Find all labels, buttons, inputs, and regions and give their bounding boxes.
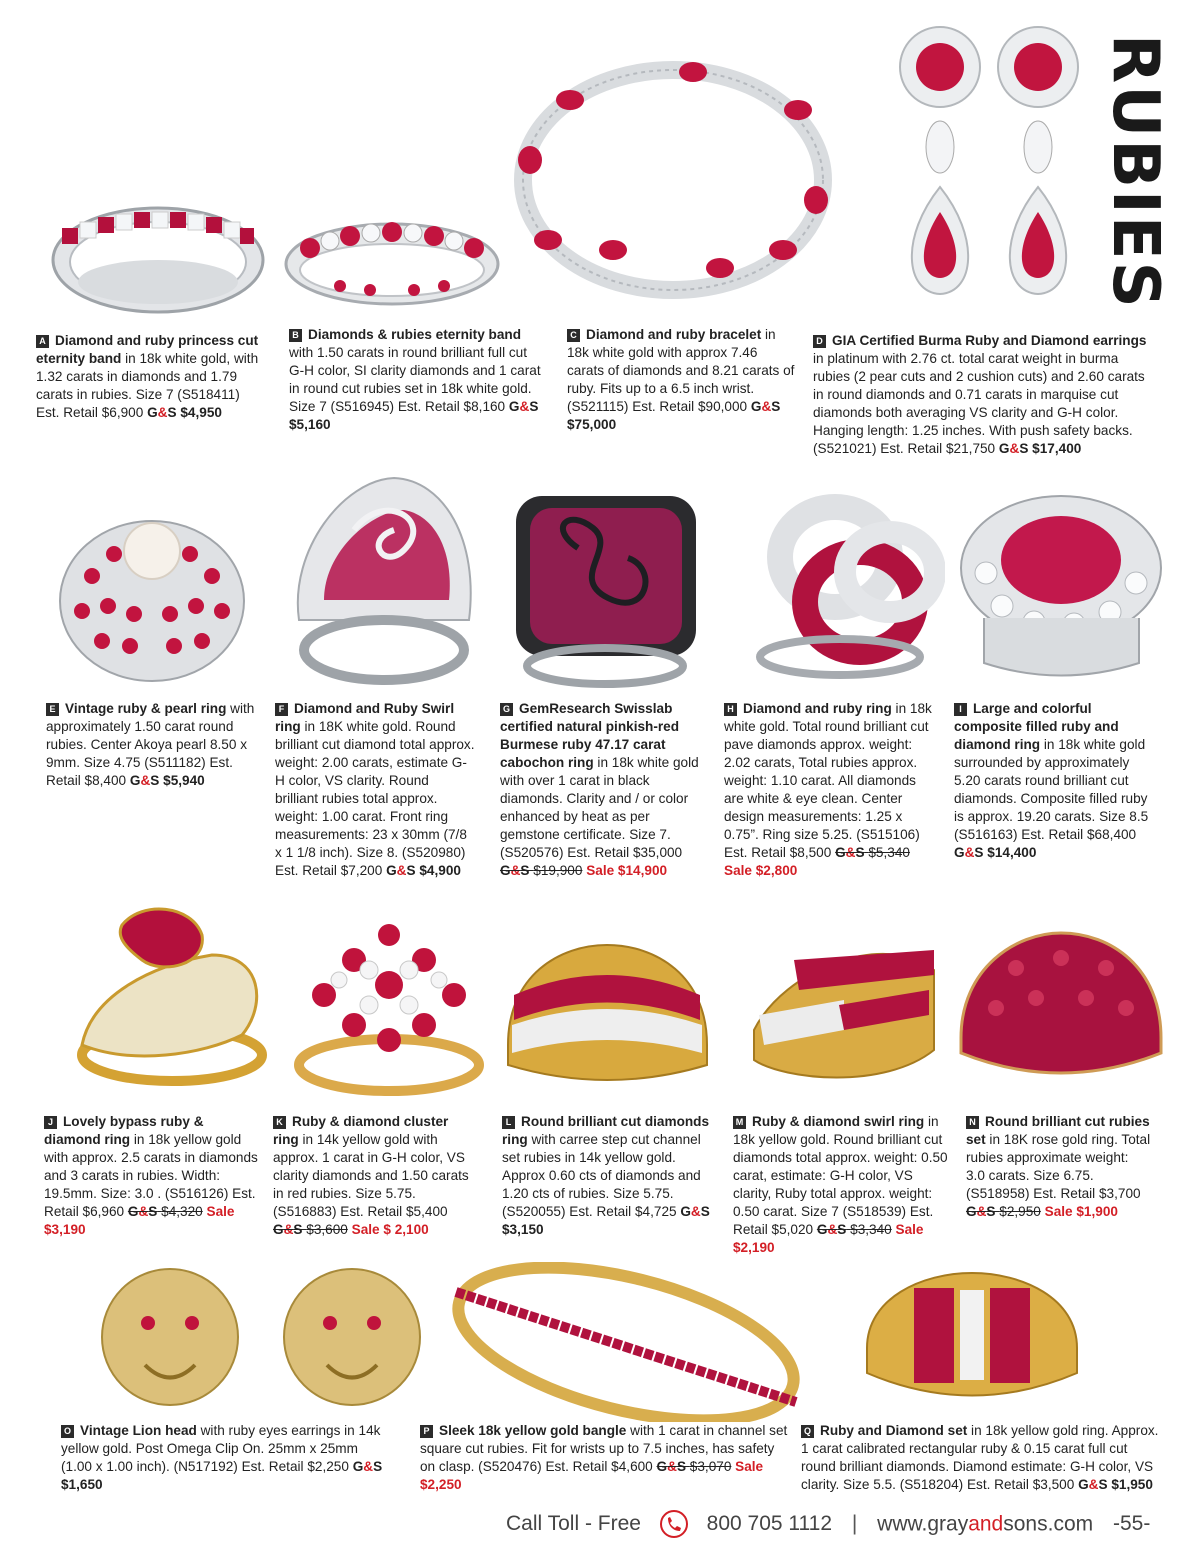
item-j-title: Lovely bypass ruby & diamond ring: [44, 1114, 204, 1147]
item-p-description: [420, 1422, 792, 1494]
item-p-gs-label: G&S: [656, 1459, 687, 1474]
item-e-price: $5,940: [163, 773, 205, 788]
item-a-title: Diamond and ruby princess cut eternity band: [36, 333, 259, 366]
item-k-title: Ruby & diamond cluster ring: [273, 1114, 449, 1147]
item-d-gs-label: G&S: [998, 441, 1029, 456]
item-a-description: [36, 332, 260, 422]
item-a-text: in 18k white gold, with 1.32 carats in diamonds and 1.79 carats in rubies. Size 7 (S518411) Est. Retail $6,900: [36, 351, 259, 420]
item-l-letter: L: [502, 1116, 515, 1129]
item-n-old-price: $2,950: [999, 1204, 1041, 1219]
footer-separator: |: [851, 1512, 858, 1535]
item-n-letter: N: [966, 1116, 979, 1129]
item-m-letter: M: [733, 1116, 746, 1129]
item-b-letter: B: [289, 329, 302, 342]
item-k-old-price: $3,600: [306, 1222, 348, 1237]
item-p-sale-price: Sale $2,250: [420, 1459, 764, 1492]
item-n-description: [966, 1113, 1151, 1221]
item-i-text: in 18k white gold surrounded by approximately 5.20 carats round brilliant cut diamonds. Composite filled ruby is approx. 19.20 carats. Size 8.5 (S516163) Est. Retail $68,400: [954, 737, 1149, 842]
item-h-old-price: $5,340: [868, 845, 910, 860]
item-e-letter: E: [46, 703, 59, 716]
item-d-price: $17,400: [1032, 441, 1082, 456]
phone-icon: [659, 1510, 689, 1538]
item-q-letter: Q: [801, 1425, 814, 1438]
item-b-description: [289, 326, 541, 434]
item-i-description: [954, 700, 1159, 862]
ring-j-image: [72, 895, 272, 1095]
item-q-title: Ruby and Diamond set: [820, 1423, 968, 1438]
item-f-description: [275, 700, 475, 880]
item-e-title: Vintage ruby & pearl ring: [65, 701, 227, 716]
item-p-letter: P: [420, 1425, 433, 1438]
page-number: -55-: [1112, 1512, 1151, 1535]
footer: [506, 1510, 1150, 1538]
ring-b-image: [280, 212, 505, 312]
call-toll-free-label: Call Toll - Free: [506, 1512, 641, 1535]
item-k-sale-price: Sale $ 2,100: [351, 1222, 429, 1237]
item-l-title: Round brilliant cut diamonds ring: [502, 1114, 710, 1147]
item-o-price: $1,650: [61, 1477, 103, 1492]
item-g-sale-price: Sale $14,900: [586, 863, 668, 878]
ring-a-image: [44, 190, 272, 320]
item-k-description: [273, 1113, 473, 1239]
item-m-title: Ruby & diamond swirl ring: [752, 1114, 925, 1129]
bracelet-c-image: [508, 50, 838, 310]
ring-m-image: [744, 930, 944, 1100]
item-l-price: $3,150: [502, 1222, 544, 1237]
item-e-description: [46, 700, 258, 790]
section-title: RUBIES: [1098, 34, 1172, 310]
item-o-letter: O: [61, 1425, 74, 1438]
item-b-title: Diamonds & rubies eternity band: [308, 327, 522, 342]
ring-i-image: [954, 488, 1169, 688]
item-f-price: $4,900: [419, 863, 461, 878]
item-i-title: Large and colorful composite filled ruby and diamond ring: [954, 701, 1119, 752]
ring-h-image: [740, 492, 945, 682]
item-d-description: [813, 332, 1153, 458]
item-q-text: in 18k yellow gold ring. Approx. 1 carat calibrated rectangular ruby & 0.15 carat full cut round brilliant diamonds. Diamond estimate: G-H color, VS clarity. Size 5.5. (S518204) Est. Retail $3,500: [801, 1423, 1159, 1492]
website-suffix: sons.com: [1003, 1512, 1094, 1536]
item-p-old-price: $3,070: [689, 1459, 732, 1474]
item-n-sale-price: Sale $1,900: [1044, 1204, 1118, 1219]
ring-l-image: [500, 935, 715, 1100]
item-e-gs-label: G&S: [129, 773, 160, 788]
item-k-gs-label: G&S: [273, 1222, 303, 1237]
item-k-text: in 14k yellow gold with approx. 1 carat in G-H color, VS clarity diamonds and 1.50 carats in red rubies. Size 5.75. (S516883) Est. Retail $5,400: [273, 1132, 469, 1219]
ring-k-image: [284, 905, 494, 1100]
item-g-description: [500, 700, 705, 880]
item-j-old-price: $4,320: [161, 1204, 203, 1219]
ring-g-image: [508, 488, 703, 688]
item-o-description: [61, 1422, 391, 1494]
item-q-gs-label: G&S: [1078, 1477, 1108, 1492]
item-f-letter: F: [275, 703, 288, 716]
item-e-text: with approximately 1.50 carat round rubies. Center Akoya pearl 8.50 x 9mm. Size 4.75 (S511182) Est. Retail $8,400: [46, 701, 255, 788]
earrings-d-image: [895, 22, 1085, 307]
item-h-gs-label: G&S: [835, 845, 865, 860]
item-k-letter: K: [273, 1116, 286, 1129]
item-c-gs-label: G&S: [750, 399, 781, 414]
item-g-old-price: $19,900: [533, 863, 583, 878]
item-c-letter: C: [567, 329, 580, 342]
item-l-text: with carree step cut channel set rubies in 14k yellow gold. Approx 0.60 cts of diamonds and 1.20 cts of rubies. Size 5.75. (S520055) Est. Retail $4,725: [502, 1132, 701, 1219]
item-n-gs-label: G&S: [966, 1204, 996, 1219]
item-q-price: $1,950: [1111, 1477, 1153, 1492]
item-j-description: [44, 1113, 259, 1239]
item-m-sale-price: Sale $2,190: [733, 1222, 924, 1255]
item-m-description: [733, 1113, 948, 1257]
item-a-price: $4,950: [180, 405, 222, 420]
item-j-text: in 18k yellow gold with approx. 2.5 carats in diamonds and 3 carats in rubies. Width: 19.5mm. Size: 3.0 . (S516126) Est. Retail $6,960: [44, 1132, 258, 1219]
item-h-letter: H: [724, 703, 737, 716]
item-g-title: GemResearch Swisslab certified natural pinkish-red Burmese ruby 47.17 carat cabochon ring: [500, 701, 680, 770]
item-i-price: $14,400: [987, 845, 1037, 860]
item-h-sale-price: Sale $2,800: [724, 863, 798, 878]
website-prefix: www.gray: [877, 1512, 969, 1536]
item-h-description: [724, 700, 934, 880]
item-q-description: [801, 1422, 1163, 1494]
item-j-gs-label: G&S: [127, 1204, 158, 1219]
item-d-text: in platinum with 2.76 ct. total carat weight in burma rubies (2 pear cuts and 2 cushion cuts) and 2.60 carats in round diamonds and 0.71 carats in marquise cut diamonds both averaging VS clarity and G-H color. Hanging length: 1.25 inches. With push safety backs. (S521021) Est. Retail $21,750: [813, 351, 1145, 456]
item-b-price: $5,160: [289, 417, 331, 432]
item-p-title: Sleek 18k yellow gold bangle: [439, 1423, 627, 1438]
item-g-text: in 18k white gold with over 1 carat in black diamonds. Clarity and / or color enhanced by heat as per gemstone certificate. Size 7. (S520576) Est. Retail $35,000: [500, 755, 699, 860]
website-link[interactable]: [877, 1512, 1093, 1535]
item-d-title: GIA Certified Burma Ruby and Diamond earrings: [832, 333, 1147, 348]
ring-q-image: [862, 1268, 1082, 1423]
earrings-o-image: [90, 1265, 440, 1415]
item-d-letter: D: [813, 335, 826, 348]
item-f-title: Diamond and Ruby Swirl ring: [275, 701, 455, 734]
item-l-description: [502, 1113, 717, 1239]
item-g-letter: G: [500, 703, 513, 716]
item-b-text: with 1.50 carats in round brilliant full cut G-H color, SI clarity diamonds and 1 carat in round cut rubies set in 18k white gold. Size 7 (S516945) Est. Retail $8,160: [289, 345, 541, 414]
item-o-title: Vintage Lion head: [80, 1423, 197, 1438]
ring-f-image: [284, 470, 484, 685]
item-j-letter: J: [44, 1116, 57, 1129]
bangle-p-image: [446, 1262, 806, 1422]
item-i-gs-label: G&S: [954, 845, 984, 860]
phone-number[interactable]: 800 705 1112: [706, 1512, 833, 1535]
item-m-gs-label: G&S: [816, 1222, 847, 1237]
item-c-price: $75,000: [567, 417, 617, 432]
item-h-text: in 18k white gold. Total round brilliant cut pave diamonds approx. weight: 2.02 carats, Total rubies approx. weight: 1.10 carat. All diamonds are white & eye clean. Center design measurements: 1.25 x 0.75”. Ring size 5.25. (S515106) Est. Retail $8,500: [724, 701, 932, 860]
item-f-text: in 18K white gold. Round brilliant cut diamond total approx. weight: 2.00 carats, estimate G-H color, VS clarity. Round brilliant rubies total approx. weight: 1.00 carat. Front ring measurements: 23 x 30mm (7/8 x 1 1/8 inch). Size 8. (S520980) Est. Retail $7,200: [275, 719, 475, 878]
item-n-text: in 18K rose gold ring. Total rubies approximate weight: 3.0 carats. Size 6.75. (S518958) Est. Retail $3,700: [966, 1132, 1151, 1201]
item-b-gs-label: G&S: [508, 399, 539, 414]
item-c-description: [567, 326, 797, 434]
item-a-letter: A: [36, 335, 49, 348]
item-l-gs-label: G&S: [680, 1204, 710, 1219]
item-m-text: in 18k yellow gold. Round brilliant cut diamonds total approx. weight: 0.50 carat, estimate: G-H color, VS clarity, Ruby total approx. weight: 0.50 carat. Size 7 (S518539) Est. Retail $5,020: [733, 1114, 948, 1237]
item-p-text: with 1 carat in channel set square cut rubies. Fit for wrists up to 7.5 inches, has safety on clasp. (S520476) Est. Retail $4,600: [420, 1423, 788, 1474]
item-f-gs-label: G&S: [386, 863, 416, 878]
item-o-gs-label: G&S: [352, 1459, 383, 1474]
ring-e-image: [52, 496, 252, 686]
item-c-title: Diamond and ruby bracelet: [586, 327, 762, 342]
item-n-title: Round brilliant cut rubies set: [966, 1114, 1150, 1147]
item-i-letter: I: [954, 703, 967, 716]
item-o-text: with ruby eyes earrings in 14k yellow gold. Post Omega Clip On. 25mm x 25mm (1.00 x 1.00 inch). (N517192) Est. Retail $2,250: [61, 1423, 381, 1474]
item-c-text: in 18k white gold with approx 7.46 carats of diamonds and 8.21 carats of ruby. Fits up to a 6.5 inch wrist. (S521115) Est. Retail $90,000: [567, 327, 795, 414]
item-g-gs-label: G&S: [500, 863, 530, 878]
item-m-old-price: $3,340: [850, 1222, 892, 1237]
item-h-title: Diamond and ruby ring: [743, 701, 892, 716]
ring-n-image: [956, 928, 1166, 1100]
website-and: and: [968, 1512, 1004, 1536]
item-j-sale-price: Sale $3,190: [44, 1204, 235, 1237]
item-a-gs-label: G&S: [147, 405, 177, 420]
